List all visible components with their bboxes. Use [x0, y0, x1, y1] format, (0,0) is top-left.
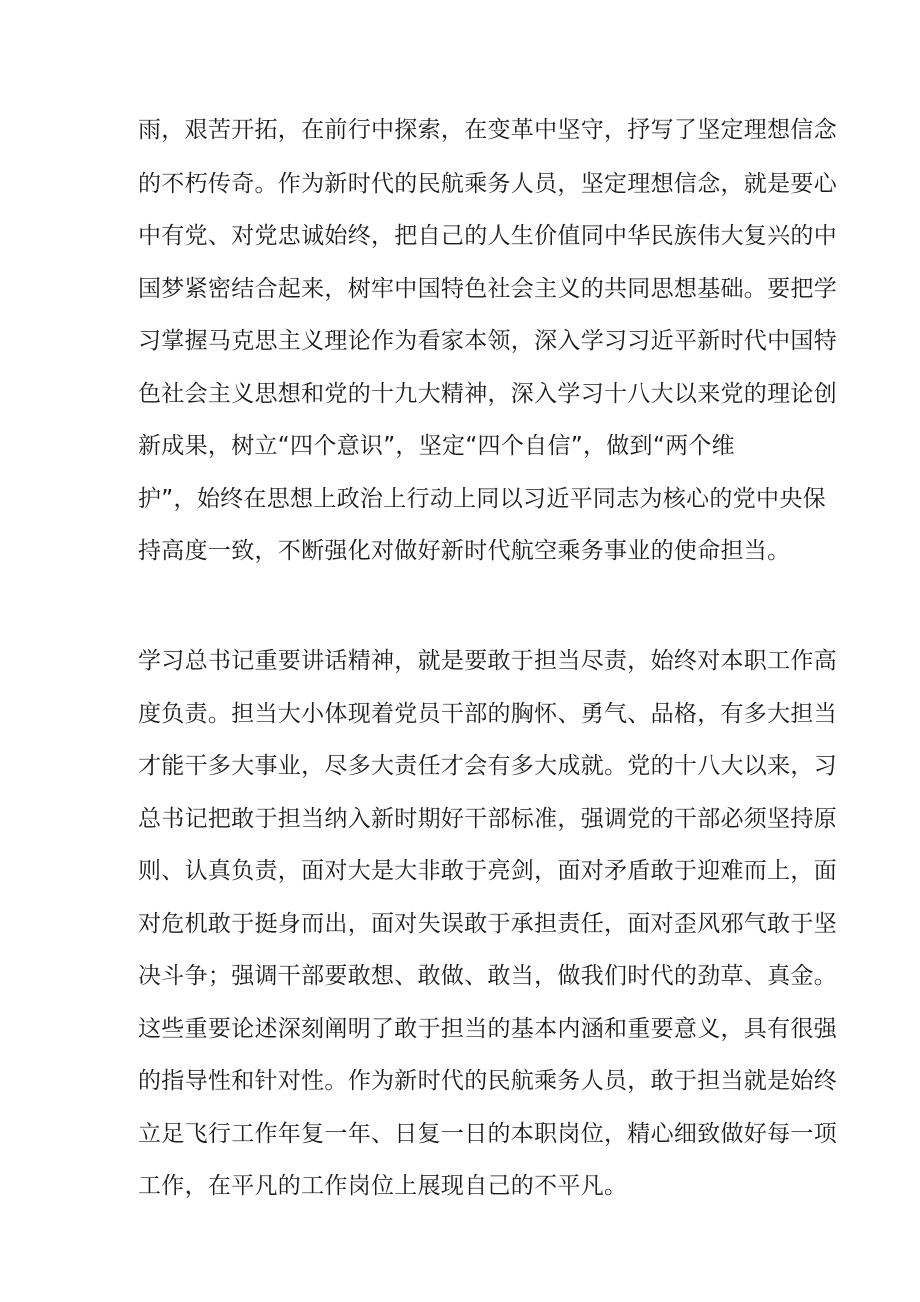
- text-line: 习掌握马克思主义理论作为看家本领，深入学习习近平新时代中国特: [138, 328, 837, 354]
- text-line: 工作，在平凡的工作岗位上展现自己的不平凡。: [138, 1173, 628, 1199]
- text-line: 总书记把敢于担当纳入新时期好干部标准，强调党的干部必须坚持原: [138, 806, 837, 832]
- text-line: 新成果，树立“四个意识”，坚定“四个自信”，做到“两个维: [138, 433, 735, 459]
- text-line: 则、认真负责，面对大是大非敢于亮剑，面对矛盾敢于迎难而上，面: [138, 858, 837, 884]
- text-line: 这些重要论述深刻阐明了敢于担当的基本内涵和重要意义，具有很强: [138, 1016, 837, 1042]
- text-line: 持高度一致，不断强化对做好新时代航空乘务事业的使命担当。: [138, 538, 791, 564]
- text-line: 才能干多大事业，尽多大责任才会有多大成就。党的十八大以来，习: [138, 753, 837, 779]
- text-line: 对危机敢于挺身而出，面对失误敢于承担责任，面对歪风邪气敢于坚: [138, 911, 837, 937]
- text-line: 度负责。担当大小体现着党员干部的胸怀、勇气、品格，有多大担当: [138, 701, 837, 727]
- text-line: 色社会主义思想和党的十九大精神，深入学习十八大以来党的理论创: [138, 381, 837, 407]
- text-line: 学习总书记重要讲话精神，就是要敢于担当尽责，始终对本职工作高: [138, 648, 837, 674]
- text-line: 护”，始终在思想上政治上行动上同以习近平同志为核心的党中央保: [138, 486, 826, 512]
- text-line: 决斗争；强调干部要敢想、敢做、敢当，做我们时代的劲草、真金。: [138, 963, 837, 989]
- text-line: 的不朽传奇。作为新时代的民航乘务人员，坚定理想信念，就是要心: [138, 171, 837, 197]
- text-line: 立足飞行工作年复一年、日复一日的本职岗位，精心细致做好每一项: [138, 1121, 837, 1147]
- text-line: 的指导性和针对性。作为新时代的民航乘务人员，敢于担当就是始终: [138, 1068, 837, 1094]
- text-line: 中有党、对党忠诚始终，把自己的人生价值同中华民族伟大复兴的中: [138, 223, 837, 249]
- text-line: 国梦紧密结合起来，树牢中国特色社会主义的共同思想基础。要把学: [138, 276, 837, 302]
- text-line: 雨，艰苦开拓，在前行中探索，在变革中坚守，抒写了坚定理想信念: [138, 117, 837, 143]
